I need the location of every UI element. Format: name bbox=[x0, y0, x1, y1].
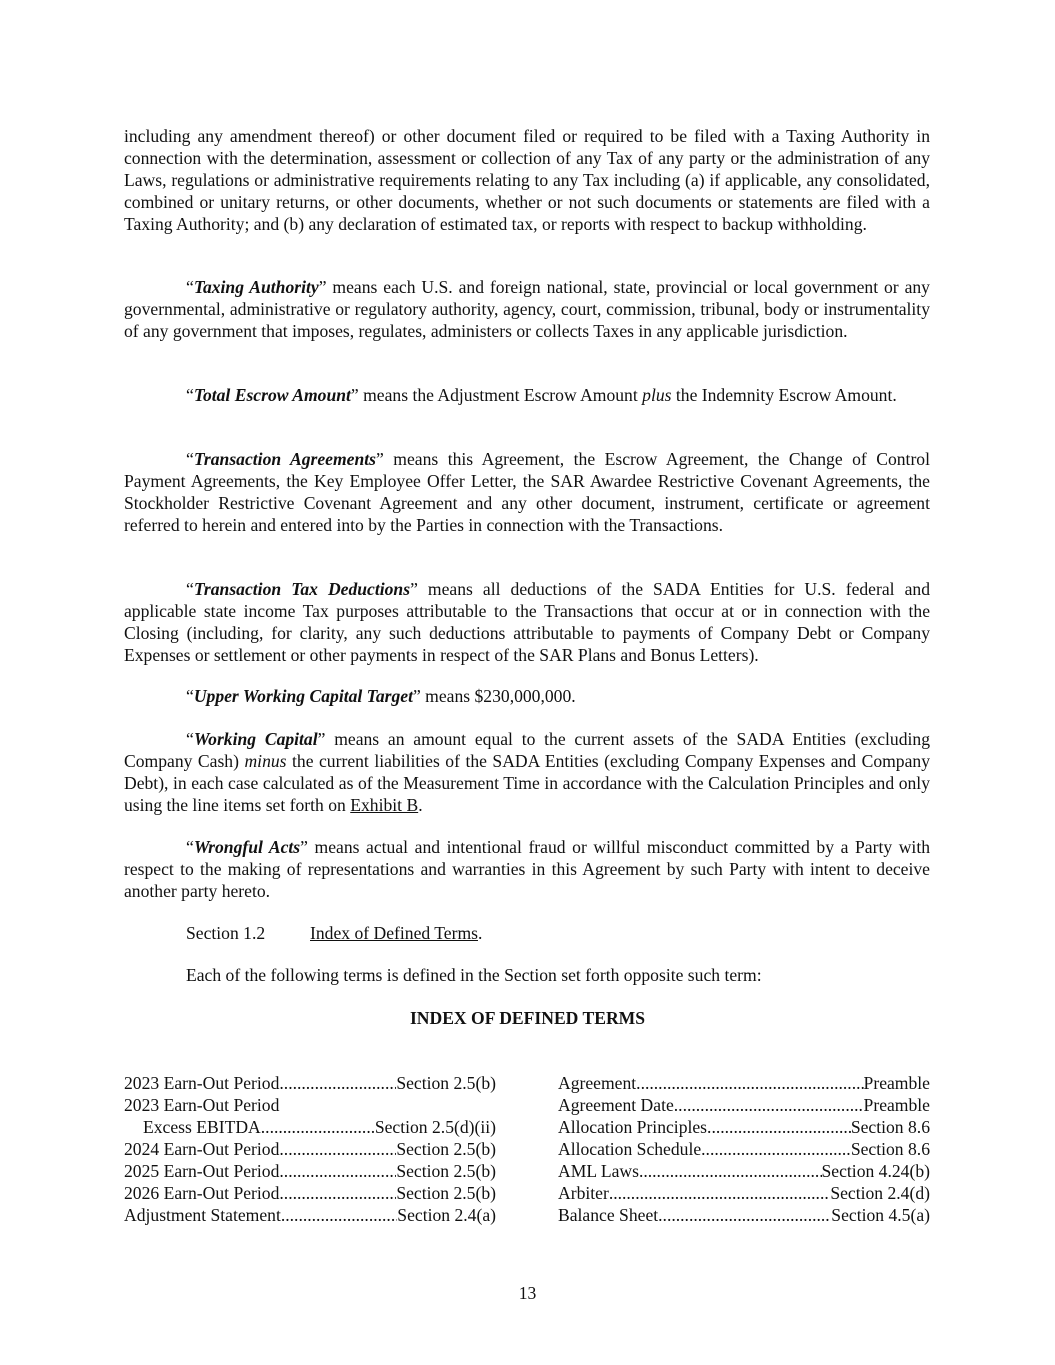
dot-leader bbox=[609, 1182, 831, 1204]
definition-text: . bbox=[418, 795, 423, 815]
index-entry bbox=[558, 1116, 930, 1138]
index-reference: Preamble bbox=[863, 1073, 930, 1093]
definition-text: ” means all deductions of the SADA Entities for U.S. federal and applicable state income Tax purposes attributable to the Transactions that occur at or in connection with the Closing (including, for clarity, any such deductions attributable to payments of Company Debt or Company Expenses or settlement or other payments in respect of the SAR Plans and Bonus Letters). bbox=[124, 579, 930, 665]
index-term: Allocation Schedule bbox=[558, 1139, 702, 1159]
dot-leader bbox=[701, 1138, 851, 1160]
open-quote: “ bbox=[186, 686, 194, 706]
index-entry bbox=[558, 1138, 930, 1160]
index-reference: Section 2.5(b) bbox=[396, 1161, 496, 1181]
definition-wrongful-acts bbox=[124, 836, 930, 902]
dot-leader bbox=[674, 1094, 864, 1116]
index-entry bbox=[124, 1204, 496, 1226]
open-quote: “ bbox=[186, 385, 194, 405]
defined-term: Transaction Agreements bbox=[193, 449, 376, 469]
dot-leader bbox=[636, 1072, 863, 1094]
open-quote: “ bbox=[186, 837, 194, 857]
index-term: 2023 Earn-Out Period bbox=[124, 1073, 280, 1093]
index-reference: Section 2.4(a) bbox=[397, 1205, 496, 1225]
open-quote: “ bbox=[186, 729, 194, 749]
index-reference: Section 2.5(b) bbox=[396, 1073, 496, 1093]
index-term: Allocation Principles bbox=[558, 1117, 708, 1137]
defined-term: Upper Working Capital Target bbox=[193, 686, 413, 706]
index-title: INDEX OF DEFINED TERMS bbox=[409, 1008, 646, 1028]
page-number: 13 bbox=[518, 1283, 537, 1303]
index-term: 2025 Earn-Out Period bbox=[124, 1161, 280, 1181]
definition-upper-working-capital-target bbox=[124, 685, 930, 707]
dot-leader bbox=[658, 1204, 831, 1226]
index-term: Balance Sheet bbox=[558, 1205, 659, 1225]
definition-transaction-tax-deductions bbox=[124, 578, 930, 666]
dot-leader bbox=[639, 1160, 822, 1182]
emphasis-plus: plus bbox=[642, 385, 672, 405]
index-reference: Preamble bbox=[863, 1095, 930, 1115]
index-term: 2023 Earn-Out Period bbox=[124, 1095, 280, 1115]
dot-leader bbox=[707, 1116, 851, 1138]
definition-text: the current liabilities of the SADA Entities (excluding Company Expenses and Company Debt), in each case calculated as of the Measurement Time in accordance with the Calculation Principles and only using the line items set forth on bbox=[124, 751, 931, 815]
definition-text: ” means the Adjustment Escrow Amount bbox=[350, 385, 643, 405]
index-entry bbox=[558, 1182, 930, 1204]
index-term: AML Laws bbox=[558, 1161, 639, 1181]
index-entry bbox=[124, 1094, 496, 1116]
index-term: 2024 Earn-Out Period bbox=[124, 1139, 280, 1159]
dot-leader bbox=[279, 1138, 396, 1160]
index-entry bbox=[124, 1160, 496, 1182]
index-entry bbox=[124, 1138, 496, 1160]
definition-text: the Indemnity Escrow Amount. bbox=[671, 385, 897, 405]
dot-leader bbox=[281, 1204, 397, 1226]
exhibit-b-link[interactable]: Exhibit B bbox=[350, 795, 419, 815]
index-entry-continued bbox=[124, 1116, 496, 1138]
index-term: Agreement bbox=[558, 1073, 637, 1093]
defined-term: Taxing Authority bbox=[193, 277, 319, 297]
defined-term: Transaction Tax Deductions bbox=[193, 579, 411, 599]
dot-leader bbox=[279, 1160, 396, 1182]
open-quote: “ bbox=[186, 277, 194, 297]
index-reference: Section 2.4(d) bbox=[830, 1183, 930, 1203]
definition-text: ” means this Agreement, the Escrow Agreement, the Change of Control Payment Agreements, the Key Employee Offer Letter, the SAR Awardee Restrictive Covenant Agreements, the Stockholder Restrictive Covenant Agreement and any other document, instrument, certificate or agreement referred to herein and entered into by the Parties in connection with the Transactions. bbox=[124, 449, 930, 535]
index-entry bbox=[124, 1072, 496, 1094]
index-reference: Section 2.5(b) bbox=[396, 1139, 496, 1159]
definition-text: ” means each U.S. and foreign national, state, provincial or local government or any governmental, administrative or regulatory authority, agency, court, commission, tribunal, body or instrumentality of any government that imposes, regulates, administers or collects Taxes in any applicable jurisdiction. bbox=[124, 277, 930, 341]
open-quote: “ bbox=[186, 449, 194, 469]
index-term: Agreement Date bbox=[558, 1095, 674, 1115]
section-period: . bbox=[477, 923, 483, 943]
section-heading bbox=[186, 922, 482, 944]
definition-text: ” means $230,000,000. bbox=[412, 686, 576, 706]
index-term: Arbiter bbox=[558, 1183, 609, 1203]
index-term: 2026 Earn-Out Period bbox=[124, 1183, 280, 1203]
index-entry bbox=[558, 1204, 930, 1226]
index-entry bbox=[124, 1182, 496, 1204]
section-number: Section 1.2 bbox=[186, 923, 266, 943]
dot-leader bbox=[279, 1072, 396, 1094]
index-term: Adjustment Statement bbox=[124, 1205, 281, 1225]
definition-taxing-authority bbox=[124, 276, 930, 342]
index-reference: Section 2.5(b) bbox=[396, 1183, 496, 1203]
index-lead-text: Each of the following terms is defined in the Section set forth opposite such term: bbox=[186, 965, 762, 985]
defined-term: Wrongful Acts bbox=[193, 837, 301, 857]
definition-working-capital bbox=[124, 728, 930, 816]
dot-leader bbox=[261, 1116, 375, 1138]
index-reference: Section 8.6 bbox=[850, 1117, 930, 1137]
index-entry bbox=[558, 1094, 930, 1116]
index-reference: Section 8.6 bbox=[850, 1139, 930, 1159]
paragraph-tax-return-continuation: including any amendment thereof) or other document filed or required to be filed with a Taxing Authority in connection with the determination, assessment or collection of any Tax of any party or the administration of any Laws, regulations or administrative requirements relating to any Tax including (a) if applicable, any consolidated, combined or unitary returns, or other documents, whether or not such documents or statements are filed with a Taxing Authority; and (b) any declaration of estimated tax, or reports with respect to backup withholding. bbox=[124, 126, 930, 234]
dot-leader bbox=[279, 1182, 396, 1204]
definition-transaction-agreements bbox=[124, 448, 930, 536]
index-column-right bbox=[558, 1072, 930, 1226]
emphasis-minus: minus bbox=[244, 751, 287, 771]
index-entry bbox=[558, 1160, 930, 1182]
definition-text: ” means an amount equal to the current assets of the SADA Entities (excluding Company Cash) bbox=[124, 729, 930, 771]
definition-text: ” means actual and intentional fraud or willful misconduct committed by a Party with respect to the making of representations and warranties in this Agreement by such Party with intent to deceive another party hereto. bbox=[124, 837, 930, 901]
defined-term: Working Capital bbox=[193, 729, 318, 749]
index-reference: Section 2.5(d)(ii) bbox=[374, 1117, 496, 1137]
definition-total-escrow-amount bbox=[124, 384, 930, 406]
index-reference: Section 4.24(b) bbox=[821, 1161, 930, 1181]
open-quote: “ bbox=[186, 579, 194, 599]
index-column-left bbox=[124, 1072, 496, 1226]
section-title: Index of Defined Terms bbox=[310, 923, 478, 943]
index-term: Excess EBITDA bbox=[143, 1117, 261, 1137]
index-reference: Section 4.5(a) bbox=[831, 1205, 930, 1225]
index-entry bbox=[558, 1072, 930, 1094]
defined-term: Total Escrow Amount bbox=[193, 385, 351, 405]
